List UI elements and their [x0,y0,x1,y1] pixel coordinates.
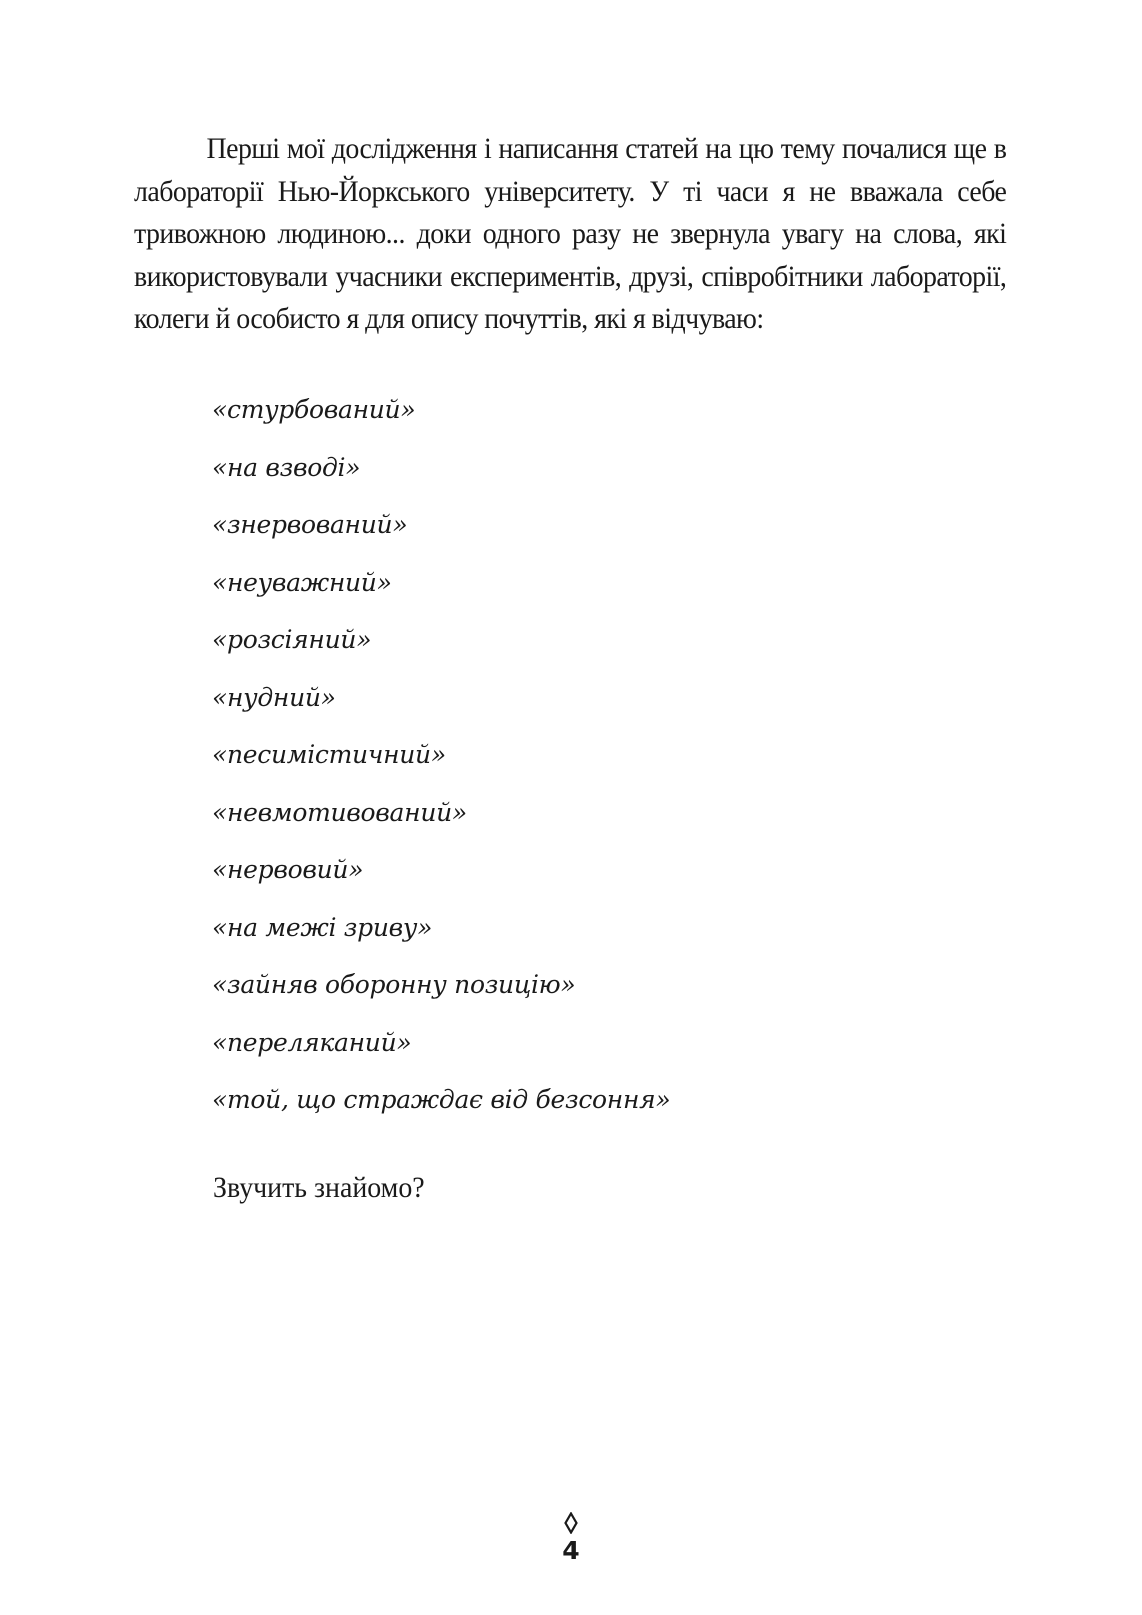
closing-question: Звучить знайомо? [213,1171,425,1204]
list-item: «на взводі» [212,452,361,482]
list-item: «розсіяний» [212,625,372,654]
list-item: «песимістичний» [212,740,446,769]
list-item: «переляканий» [212,1027,412,1057]
feeling-words-list [212,392,670,1140]
diamond-outline-icon [564,1508,578,1536]
intro-paragraph: Перші мої дослідження і написання статей на цю тему почалися ще в лабораторії Нью-Йоркського університету. У ті часи я не вважала себе тривожною людиною... доки одного разу не звернула увагу на слова, які використовували учасники експериментів, друзі, співробітники лабораторії, колеги й особисто я для опису почуттів, які я відчуваю: [134,132,1007,335]
list-item: «невмотивований» [212,797,467,827]
list-item: «зайняв оборонну позицію» [212,970,576,999]
list-item: «неуважний» [212,567,392,597]
list-item: «на межі зриву» [212,912,433,942]
list-item: «нервовий» [212,855,364,884]
list-item: «стурбований» [212,395,416,424]
list-item: «нудний» [212,682,336,712]
footer-ornament [0,1508,1142,1536]
list-item: «той, що страждає від безсоння» [212,1085,671,1114]
page-number: 4 [562,1536,580,1565]
list-item: «знервований» [212,510,408,539]
